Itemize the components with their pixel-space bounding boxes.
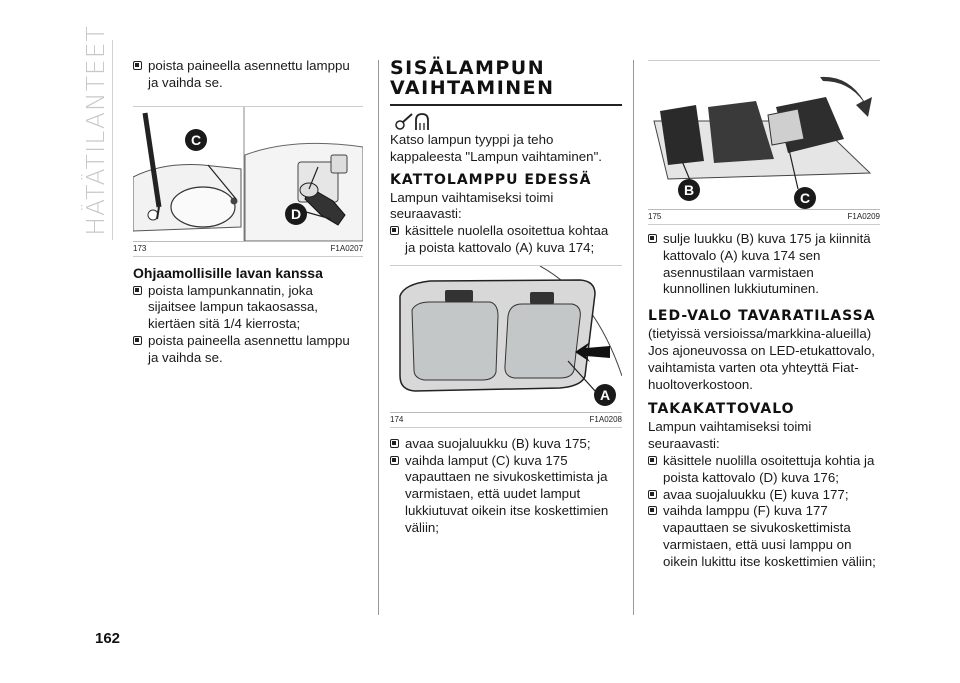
intro-text: Katso lampun tyyppi ja teho kappaleesta "Lampun vaihtaminen".: [390, 132, 602, 164]
bullet-icon: [133, 286, 142, 295]
callout-C: C: [185, 129, 207, 151]
figure-174: [390, 265, 622, 428]
led-note: (tietyissä versioissa/markkina-alueilla): [648, 326, 872, 342]
front-roof-lamp-illustration: [390, 266, 622, 412]
chapter-rule: [112, 40, 113, 240]
bullet-icon: [648, 506, 657, 515]
figure-code: F1A0208: [589, 414, 622, 424]
column-1: [133, 58, 363, 367]
bullet-item: vaihda lamput (C) kuva 175 vapauttaen ne sivukoskettimista ja varmistaen, että uudet lamput lukkiutuvat oikein itse koskettimien väliin;: [390, 453, 622, 537]
chapter-tab: [80, 24, 110, 236]
headlamp-bulb-illustration: [133, 107, 363, 241]
bullet-icon: [133, 61, 142, 70]
bullet-icon: [648, 490, 657, 499]
chapter-title: HÄTÄTILANTEET: [80, 24, 110, 236]
bullet-item: käsittele nuolilla osoitettuja kohtia ja poista kattovalo (D) kuva 176;: [648, 453, 880, 487]
callout-D: D: [285, 203, 307, 225]
subsection-heading: TAKAKATTOVALO: [648, 401, 795, 418]
figure-illustration: [390, 266, 622, 412]
bulb-wrench-icon: [390, 112, 434, 132]
bullet-icon: [648, 234, 657, 243]
bullet-icon: [133, 336, 142, 345]
bullet-item: poista paineella asennettu lamppu ja vaihda se.: [133, 58, 363, 92]
figure-caption: [390, 412, 622, 427]
subheading: Ohjaamollisille lavan kanssa: [133, 264, 323, 281]
icon-row: [390, 112, 622, 132]
figure-illustration: [648, 61, 880, 209]
callout-C: C: [794, 187, 816, 209]
bullet-item: poista lampunkannatin, joka sijaitsee lampun takaosassa, kiertäen sitä 1/4 kierrosta;: [133, 283, 363, 333]
column-divider: [378, 60, 379, 615]
bullet-item: avaa suojaluukku (E) kuva 177;: [648, 487, 880, 504]
callout-A: A: [594, 384, 616, 406]
page-number: 162: [95, 630, 121, 647]
bullet-item: käsittele nuolella osoitettua kohtaa ja poista kattovalo (A) kuva 174;: [390, 223, 622, 257]
led-text: Jos ajoneuvossa on LED-etukattovalo, vaihtamista varten ota yhteyttä Fiat-huoltoverkostoon.: [648, 342, 875, 392]
callout-B: B: [678, 179, 700, 201]
figure-illustration: [133, 107, 363, 241]
column-3: [648, 58, 880, 571]
figure-number: 174: [390, 414, 404, 424]
figure-number: 173: [133, 243, 147, 253]
figure-code: F1A0207: [330, 243, 363, 253]
figure-caption: [648, 209, 880, 224]
bullet-icon: [390, 226, 399, 235]
subsection-heading: LED-VALO TAVARATILASSA: [648, 308, 876, 325]
figure-number: 175: [648, 212, 662, 221]
bullet-item: sulje luukku (B) kuva 175 ja kiinnitä kattovalo (A) kuva 174 sen asennustilaan varmistaen kunnollinen lukkiutuminen.: [648, 231, 880, 298]
sub-intro: Lampun vaihtamiseksi toimi seuraavasti:: [390, 189, 554, 222]
figure-code: F1A0209: [847, 212, 880, 221]
bullet-item: poista paineella asennettu lamppu ja vaihda se.: [133, 333, 363, 367]
figure-173: [133, 106, 363, 257]
bullet-item: vaihda lamppu (F) kuva 177 vapauttaen se sivukoskettimista varmistaen, että uusi lamppu on oikein lukittu itse koskettimien väliin;: [648, 503, 880, 570]
column-2: [390, 58, 622, 537]
bullet-icon: [390, 456, 399, 465]
figure-175: [648, 60, 880, 225]
subsection-heading: KATTOLAMPPU EDESSÄ: [390, 171, 592, 188]
bullet-icon: [390, 439, 399, 448]
bullet-icon: [648, 456, 657, 465]
section-heading: SISÄLAMPUN VAIHTAMINEN: [390, 58, 622, 106]
column-divider: [633, 60, 634, 615]
rear-intro: Lampun vaihtamiseksi toimi seuraavasti:: [648, 419, 812, 452]
bullet-item: avaa suojaluukku (B) kuva 175;: [390, 436, 622, 453]
figure-caption: [133, 241, 363, 256]
